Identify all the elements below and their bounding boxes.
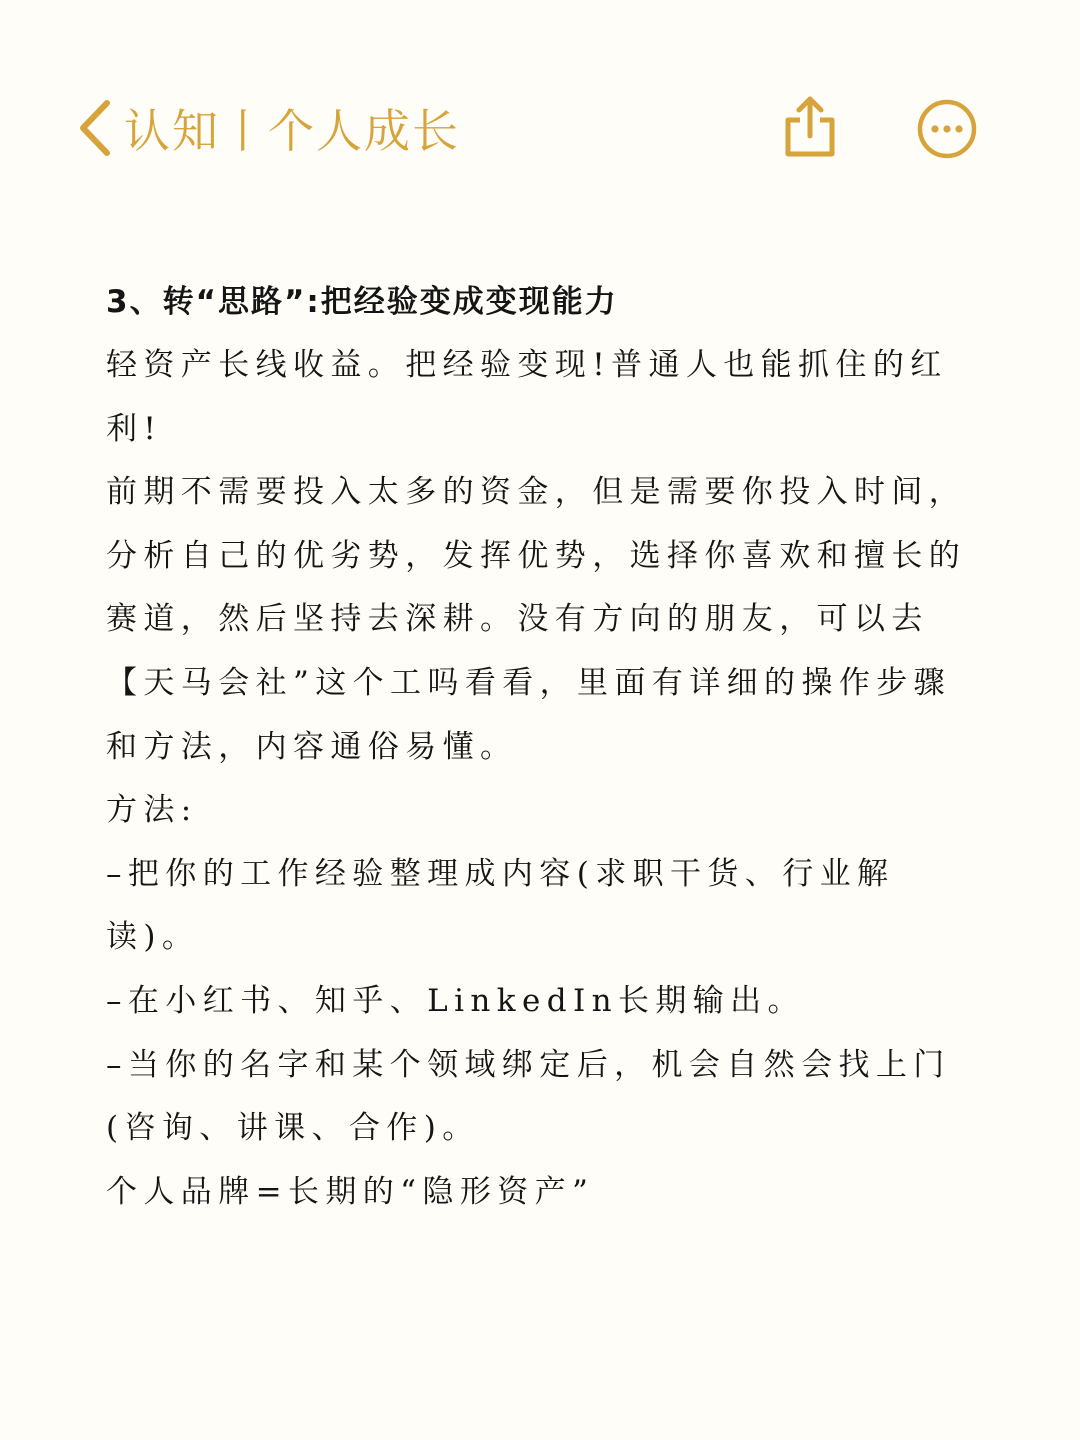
share-button[interactable] xyxy=(780,94,840,160)
back-button[interactable] xyxy=(72,98,118,158)
body-line: 【天马会社”这个工吗看看，里面有详细的操作步骤 xyxy=(106,664,952,701)
body-line: 和方法，内容通俗易懂。 xyxy=(106,728,518,765)
method-item: –在小红书、知乎、LinkedIn长期输出。 xyxy=(106,982,805,1019)
more-icon xyxy=(916,98,978,160)
method-item: (咨询、讲课、合作)。 xyxy=(106,1110,480,1147)
body-line: 前期不需要投入太多的资金，但是需要你投入时间， xyxy=(106,474,967,511)
body-line: 赛道，然后坚持去深耕。没有方向的朋友，可以去 xyxy=(106,601,929,638)
method-item: 读)。 xyxy=(106,919,200,956)
body-line: 轻资产长线收益。把经验变现!普通人也能抓住的红 xyxy=(106,347,948,383)
body-line: 利! xyxy=(106,410,163,447)
page-title: 认知丨个人成长 xyxy=(124,104,460,158)
share-icon xyxy=(780,94,840,160)
chevron-left-icon xyxy=(75,99,115,157)
note-body xyxy=(106,270,1026,1224)
section-heading: 3、转“思路”:把经验变成变现能力 xyxy=(106,284,618,320)
closing-line: 个人品牌=长期的“隐形资产” xyxy=(106,1173,595,1210)
method-item: –当你的名字和某个领域绑定后，机会自然会找上门 xyxy=(106,1046,951,1083)
body-line: 分析自己的优劣势，发挥优势，选择你喜欢和擅长的 xyxy=(106,537,967,574)
navigation-bar xyxy=(0,90,1080,170)
method-item: –把你的工作经验整理成内容(求职干货、行业解 xyxy=(106,855,895,892)
method-label: 方法: xyxy=(106,792,198,829)
more-button[interactable] xyxy=(916,98,978,160)
